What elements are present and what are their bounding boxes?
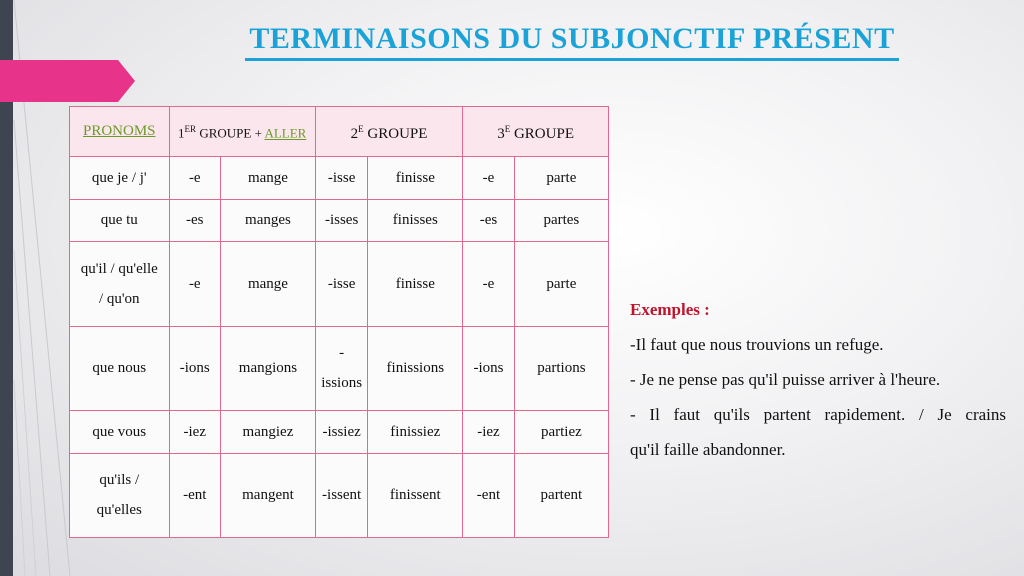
conjugation-table [69,106,609,538]
ending-cell: -iez [463,410,515,453]
verb-cell: finisses [368,199,463,242]
verb-cell: manges [221,199,316,242]
ending-cell: -es [463,199,515,242]
table-row [70,156,609,199]
pronoun-cell: que je / j' [70,156,170,199]
verb-cell: mangions [221,326,316,410]
slide-title-container [0,22,1024,61]
ending-cell: - issions [315,326,368,410]
verb-cell: partiez [514,410,608,453]
examples-title: Exemples : [630,300,710,319]
verb-cell: partent [514,453,608,537]
ending-cell: -e [463,156,515,199]
verb-cell: finissent [368,453,463,537]
verb-cell: partes [514,199,608,242]
table-header-row [70,107,609,157]
pronoun-cell: qu'il / qu'elle / qu'on [70,242,170,326]
header-group-2: $2^E$ GROUPE [315,107,462,157]
table-row [70,326,609,410]
ending-cell: -issent [315,453,368,537]
table-row [70,410,609,453]
ending-cell: -e [169,156,221,199]
ending-cell: -e [169,242,221,326]
pronoms-link[interactable]: PRONOMS [82,123,156,140]
pronoun-cell: qu'ils / qu'elles [70,453,170,537]
ending-cell: -isse [315,156,368,199]
verb-cell: parte [514,156,608,199]
ending-cell: -ent [169,453,221,537]
table-row [70,199,609,242]
aller-link[interactable]: ALLER [264,125,307,141]
pronoun-cell: que tu [70,199,170,242]
verb-cell: finissiez [368,410,463,453]
header-group-1: 1ER GROUPE + ALLER [169,107,315,157]
ending-cell: -ent [463,453,515,537]
verb-cell: finisse [368,242,463,326]
example-line: -Il faut que nous trouvions un refuge. [630,335,884,354]
examples-block [630,292,1006,467]
header-group-3: $3^E$ GROUPE [463,107,609,157]
slide-title: TERMINAISONS DU SUBJONCTIF PRÉSENT [245,22,898,61]
example-line: - Il faut qu'ils partent rapidement. / Je crains [630,405,1006,424]
example-line: qu'il faille abandonner. [630,440,786,459]
pink-arrow-decoration [0,60,135,102]
verb-cell: finisse [368,156,463,199]
verb-cell: mangent [221,453,316,537]
ending-cell: -es [169,199,221,242]
verb-cell: partions [514,326,608,410]
ending-cell: -issiez [315,410,368,453]
ending-cell: -ions [169,326,221,410]
verb-cell: finissions [368,326,463,410]
ending-cell: -ions [463,326,515,410]
example-line: - Je ne pense pas qu'il puisse arriver à l'heure. [630,370,941,389]
pronoun-cell: que nous [70,326,170,410]
table-row [70,242,609,326]
ending-cell: -isses [315,199,368,242]
verb-cell: mange [221,156,316,199]
verb-cell: mange [221,242,316,326]
verb-cell: parte [514,242,608,326]
ending-cell: -iez [169,410,221,453]
pronoun-cell: que vous [70,410,170,453]
table-row [70,453,609,537]
ending-cell: -isse [315,242,368,326]
verb-cell: mangiez [221,410,316,453]
ending-cell: -e [463,242,515,326]
header-pronoms [70,107,170,157]
